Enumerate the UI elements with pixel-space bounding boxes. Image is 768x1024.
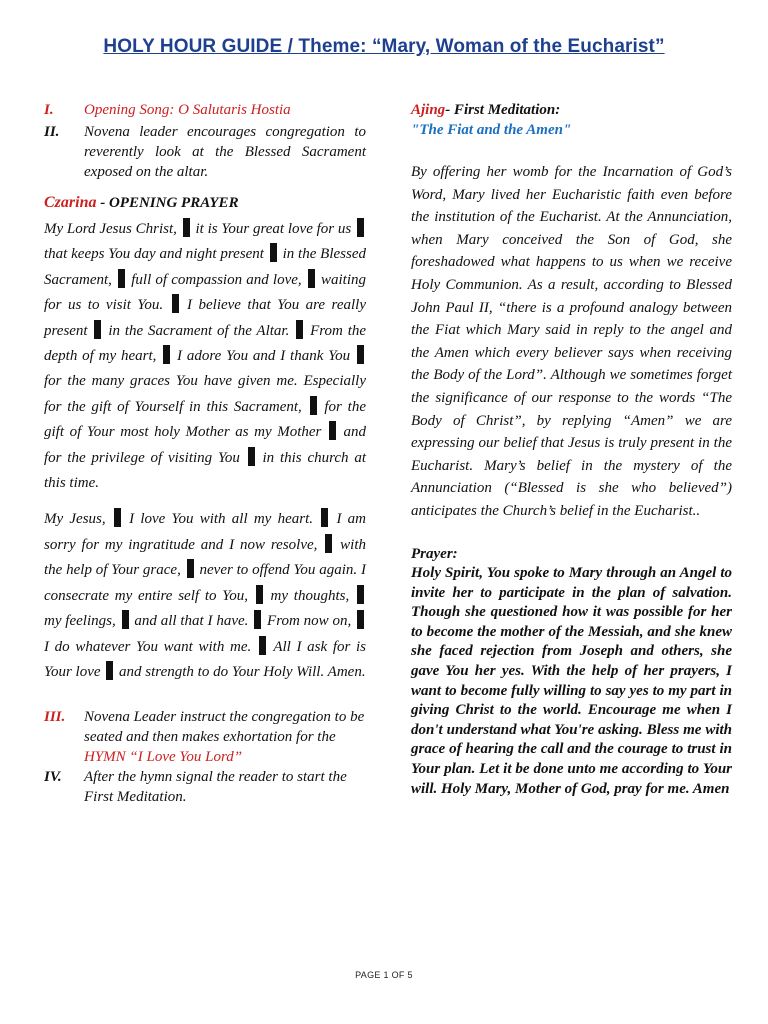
pause-marker [106, 661, 113, 680]
pause-marker [122, 610, 129, 629]
opening-prayer-heading [44, 192, 366, 214]
pause-marker [321, 508, 328, 527]
heading-label: OPENING PRAYER [108, 195, 239, 211]
prayer-phrase: My Jesus, [44, 511, 106, 528]
pause-marker [114, 508, 121, 527]
prayer-phrase: it is Your great love for us [195, 221, 352, 237]
left-column [44, 100, 366, 807]
pause-marker [325, 534, 332, 553]
prayer-phrase: I do whatever You want with me. [44, 638, 252, 655]
item-text-body: Novena Leader instruct the congregation to be seated and then makes exhortation for the [84, 709, 365, 746]
item-number: IV. [44, 769, 62, 786]
list-item-opening-song [44, 100, 366, 120]
pause-marker [357, 345, 364, 364]
list-item-meditation-signal [44, 767, 366, 807]
prayer-phrase: From now on, [267, 613, 352, 630]
prayer-phrase: for the many graces You have given me. Especially for the gift of Yourself in this Sacrament, [44, 373, 366, 415]
pause-marker [183, 218, 190, 237]
opening-prayer-paragraph-2 [44, 507, 366, 685]
prayer-label: Prayer: [411, 545, 458, 562]
pause-marker [270, 243, 277, 262]
meditation-title: - First Meditation: [445, 102, 561, 118]
item-number: I. [44, 102, 54, 118]
prayer-phrase: that keeps You day and night present [44, 246, 264, 263]
item-text: Novena leader encourages congregation to reverently look at the Blessed Sacrament exposed on the altar. [84, 124, 366, 180]
prayer-phrase: I believe that You are really present [44, 297, 366, 339]
pause-marker [296, 320, 303, 339]
item-number: II. [44, 124, 60, 140]
pause-marker [163, 345, 170, 364]
pause-marker [357, 585, 364, 604]
pause-marker [94, 320, 101, 339]
prayer-phrase: in this church at this time. [44, 449, 367, 492]
item-text [84, 707, 366, 767]
pause-marker [329, 421, 336, 440]
prayer-phrase: in the Sacrament of the Altar. [108, 322, 290, 339]
prayer-text: Holy Spirit, You spoke to Mary through an Angel to invite her to participate in the plan of salvation. Though she questioned how it was possible for her to become the mother of the Messiah, and she knew she faced rejection from Joseph and others, she gave You her yes. With the help of her prayers, I want to become fully willing to say yes to my part in giving Christ to the world. Encourage me when I don't understand what You're asking. Bless me with grace of hearing the call and the courage to trust in Your plan. Let it be done unto me according to Your will. Holy Mary, Mother of God, pray for me. Amen [411, 565, 732, 797]
item-number: III. [44, 709, 66, 726]
hymn-title: HYMN “I Love You Lord” [84, 749, 243, 766]
pause-marker [310, 396, 317, 415]
speaker-name: Ajing [411, 102, 446, 118]
prayer-phrase: I adore You and I thank You [177, 348, 351, 365]
prayer-phrase: and strength to do Your Holy Will. Amen. [119, 663, 366, 680]
pause-marker [357, 218, 364, 237]
prayer-phrase: my thoughts, [270, 587, 350, 604]
prayer-phrase: and all that I have. [134, 613, 249, 630]
prayer-phrase: in the Blessed Sacrament, [44, 246, 366, 288]
pause-marker [187, 559, 194, 578]
right-column [411, 100, 732, 799]
prayer-phrase: My Lord Jesus Christ, [44, 221, 177, 237]
prayer-phrase: with the help of Your grace, [44, 536, 367, 579]
pause-marker [118, 269, 125, 288]
prayer-phrase: full of compassion and love, [131, 271, 302, 288]
list-item-novena-leader [44, 122, 366, 182]
item-text: Opening Song: O Salutaris Hostia [84, 102, 291, 118]
pause-marker [172, 294, 179, 313]
pause-marker [357, 610, 364, 629]
pause-marker [256, 585, 263, 604]
prayer-phrase: waiting for us to visit You. [44, 271, 367, 314]
meditation-subtitle: "The Fiat and the Amen" [411, 122, 572, 138]
prayer-phrase: I am sorry for my ingratitude and I now resolve, [44, 511, 367, 553]
list-item-hymn-instruction [44, 707, 366, 767]
speaker-name: Czarina [44, 194, 97, 211]
prayer-phrase: and for the privilege of visiting You [44, 424, 367, 466]
prayer-phrase: I love You with all my heart. [129, 511, 313, 528]
prayer-phrase: never to offend You again. I consecrate my entire self to You, [44, 562, 366, 604]
meditation-heading [411, 100, 732, 120]
page-footer: PAGE 1 OF 5 [355, 970, 413, 980]
prayer-phrase: From the depth of my heart, [44, 322, 367, 365]
opening-prayer-paragraph-1 [44, 217, 366, 496]
pause-marker [308, 269, 315, 288]
heading-separator: - [96, 195, 109, 211]
meditation-body: By offering her womb for the Incarnation of God’s Word, Mary lived her Eucharistic faith even before the institution of the Eucharist. At the Annunciation, when Mary conceived the Son of God, she foreshadowed what happens to us when we receive Holy Communion. As a result, according to Blessed John Paul II, “there is a profound analogy between the Fiat which Mary said in reply to the angel and the Amen which every believer says when receiving the Body of the Lord”. Although we sometimes forget the significance of our response to the words “The Body of Christ”, by replying “Amen” we are expressing our belief that Jesus is truly present in the Eucharist. Mary’s belief in the mystery of the Annunciation (“Blessed is she who believed”) anticipates the Church’s belief in the Eucharist.. [411, 164, 732, 519]
prayer-phrase: All I ask for is Your love [44, 638, 366, 680]
prayer-phrase: my feelings, [44, 613, 116, 630]
item-text: After the hymn signal the reader to start the First Meditation. [84, 769, 347, 806]
pause-marker [254, 610, 261, 629]
pause-marker [248, 447, 255, 466]
pause-marker [259, 636, 266, 655]
prayer-phrase: for the gift of Your most holy Mother as my Mother [44, 398, 366, 441]
page-title: HOLY HOUR GUIDE / Theme: “Mary, Woman of the Eucharist” [103, 36, 665, 57]
